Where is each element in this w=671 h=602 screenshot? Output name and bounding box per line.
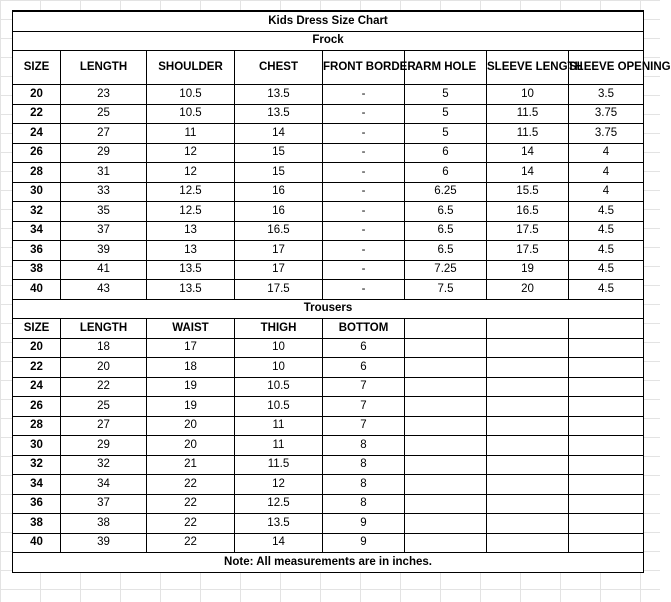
trousers-value-cell	[405, 475, 487, 495]
frock-section-row	[13, 31, 644, 51]
frock-value-cell: 10.5	[147, 85, 235, 105]
table-row	[13, 241, 644, 261]
trousers-value-cell: 11	[235, 416, 323, 436]
frock-value-cell: 7.5	[405, 280, 487, 300]
frock-value-cell: 35	[61, 202, 147, 222]
frock-size-cell: 34	[13, 221, 61, 241]
frock-column-header: SHOULDER	[147, 51, 235, 85]
frock-value-cell: 19	[487, 260, 569, 280]
frock-column-header: LENGTH	[61, 51, 147, 85]
frock-value-cell: 3.5	[569, 85, 644, 105]
trousers-size-cell: 28	[13, 416, 61, 436]
trousers-value-cell: 21	[147, 455, 235, 475]
frock-size-cell: 26	[13, 143, 61, 163]
trousers-value-cell	[405, 455, 487, 475]
trousers-value-cell	[569, 455, 644, 475]
trousers-value-cell: 6	[323, 358, 405, 378]
frock-size-cell: 40	[13, 280, 61, 300]
table-row	[13, 416, 644, 436]
trousers-value-cell: 8	[323, 436, 405, 456]
frock-value-cell: 31	[61, 163, 147, 183]
frock-value-cell: 12.5	[147, 182, 235, 202]
trousers-column-header	[405, 319, 487, 339]
frock-value-cell: 13.5	[147, 280, 235, 300]
trousers-size-cell: 34	[13, 475, 61, 495]
trousers-value-cell	[405, 338, 487, 358]
trousers-size-cell: 20	[13, 338, 61, 358]
frock-value-cell: 33	[61, 182, 147, 202]
trousers-value-cell: 34	[61, 475, 147, 495]
table-row	[13, 104, 644, 124]
frock-value-cell: 41	[61, 260, 147, 280]
table-row	[13, 338, 644, 358]
frock-value-cell: 17	[235, 241, 323, 261]
frock-value-cell: 12.5	[147, 202, 235, 222]
trousers-value-cell	[405, 494, 487, 514]
table-row	[13, 358, 644, 378]
frock-value-cell: 6.25	[405, 182, 487, 202]
frock-value-cell: 20	[487, 280, 569, 300]
trousers-value-cell	[487, 416, 569, 436]
frock-size-cell: 20	[13, 85, 61, 105]
frock-column-header: SIZE	[13, 51, 61, 85]
trousers-value-cell: 6	[323, 338, 405, 358]
table-row	[13, 124, 644, 144]
trousers-column-header: SIZE	[13, 319, 61, 339]
trousers-value-cell	[569, 533, 644, 553]
trousers-size-cell: 26	[13, 397, 61, 417]
trousers-column-header: WAIST	[147, 319, 235, 339]
frock-value-cell: 4.5	[569, 241, 644, 261]
trousers-value-cell: 12	[235, 475, 323, 495]
table-row	[13, 221, 644, 241]
frock-size-cell: 24	[13, 124, 61, 144]
trousers-value-cell: 22	[147, 494, 235, 514]
frock-value-cell: 43	[61, 280, 147, 300]
frock-value-cell: 3.75	[569, 104, 644, 124]
frock-value-cell: 14	[487, 163, 569, 183]
frock-value-cell: 14	[235, 124, 323, 144]
table-row	[13, 85, 644, 105]
frock-value-cell: 16.5	[487, 202, 569, 222]
trousers-value-cell: 29	[61, 436, 147, 456]
frock-value-cell: 13.5	[235, 85, 323, 105]
frock-value-cell: 12	[147, 143, 235, 163]
trousers-value-cell	[569, 514, 644, 534]
note-row	[13, 553, 644, 573]
frock-value-cell: 4.5	[569, 280, 644, 300]
frock-value-cell: -	[323, 260, 405, 280]
trousers-value-cell	[569, 436, 644, 456]
trousers-value-cell: 7	[323, 397, 405, 417]
frock-value-cell: 6	[405, 163, 487, 183]
frock-value-cell: -	[323, 85, 405, 105]
table-row	[13, 397, 644, 417]
frock-size-cell: 22	[13, 104, 61, 124]
trousers-value-cell: 22	[147, 514, 235, 534]
trousers-value-cell: 37	[61, 494, 147, 514]
frock-value-cell: 17.5	[487, 221, 569, 241]
frock-value-cell: 13	[147, 241, 235, 261]
frock-value-cell: 17	[235, 260, 323, 280]
trousers-value-cell	[405, 397, 487, 417]
trousers-section-row	[13, 299, 644, 319]
frock-value-cell: 27	[61, 124, 147, 144]
trousers-value-cell	[487, 455, 569, 475]
trousers-column-header	[569, 319, 644, 339]
frock-value-cell: 4.5	[569, 260, 644, 280]
frock-column-header: SLEEVE LENGTH	[487, 51, 569, 85]
table-row	[13, 182, 644, 202]
trousers-value-cell: 11.5	[235, 455, 323, 475]
trousers-size-cell: 24	[13, 377, 61, 397]
frock-value-cell: 16	[235, 182, 323, 202]
frock-value-cell: 23	[61, 85, 147, 105]
trousers-value-cell	[405, 416, 487, 436]
frock-value-cell: 14	[487, 143, 569, 163]
table-row	[13, 436, 644, 456]
frock-value-cell: 29	[61, 143, 147, 163]
frock-value-cell: 16	[235, 202, 323, 222]
frock-size-cell: 28	[13, 163, 61, 183]
trousers-value-cell	[569, 475, 644, 495]
frock-column-header: ARM HOLE	[405, 51, 487, 85]
trousers-value-cell: 10	[235, 358, 323, 378]
trousers-value-cell	[405, 436, 487, 456]
table-row	[13, 494, 644, 514]
frock-value-cell: 6.5	[405, 221, 487, 241]
table-row	[13, 475, 644, 495]
frock-value-cell: -	[323, 124, 405, 144]
trousers-value-cell	[487, 358, 569, 378]
trousers-value-cell: 22	[147, 533, 235, 553]
trousers-value-cell: 12.5	[235, 494, 323, 514]
trousers-column-header	[487, 319, 569, 339]
trousers-value-cell	[405, 514, 487, 534]
frock-value-cell: -	[323, 104, 405, 124]
frock-value-cell: 4	[569, 182, 644, 202]
frock-column-header: FRONT BORDER	[323, 51, 405, 85]
frock-value-cell: 6.5	[405, 241, 487, 261]
trousers-value-cell: 8	[323, 494, 405, 514]
frock-value-cell: 6.5	[405, 202, 487, 222]
frock-value-cell: 4.5	[569, 221, 644, 241]
frock-column-header: CHEST	[235, 51, 323, 85]
table-row	[13, 163, 644, 183]
frock-value-cell: 11	[147, 124, 235, 144]
frock-value-cell: 13.5	[235, 104, 323, 124]
trousers-value-cell: 14	[235, 533, 323, 553]
trousers-value-cell: 10.5	[235, 377, 323, 397]
trousers-value-cell	[569, 338, 644, 358]
table-row	[13, 455, 644, 475]
frock-value-cell: -	[323, 280, 405, 300]
trousers-value-cell	[487, 475, 569, 495]
trousers-value-cell	[487, 436, 569, 456]
frock-value-cell: -	[323, 143, 405, 163]
frock-value-cell: 16.5	[235, 221, 323, 241]
frock-value-cell: 4	[569, 163, 644, 183]
frock-size-cell: 32	[13, 202, 61, 222]
frock-value-cell: -	[323, 241, 405, 261]
trousers-value-cell	[569, 358, 644, 378]
frock-section-label: Frock	[13, 31, 644, 51]
table-row	[13, 202, 644, 222]
trousers-value-cell: 20	[61, 358, 147, 378]
trousers-value-cell: 9	[323, 514, 405, 534]
trousers-size-cell: 36	[13, 494, 61, 514]
trousers-value-cell: 20	[147, 436, 235, 456]
table-row	[13, 514, 644, 534]
chart-title: Kids Dress Size Chart	[13, 11, 644, 31]
measurement-note: Note: All measurements are in inches.	[13, 553, 644, 573]
trousers-value-cell: 8	[323, 455, 405, 475]
frock-value-cell: 6	[405, 143, 487, 163]
trousers-size-cell: 32	[13, 455, 61, 475]
trousers-value-cell: 13.5	[235, 514, 323, 534]
trousers-value-cell: 27	[61, 416, 147, 436]
trousers-value-cell	[487, 377, 569, 397]
trousers-value-cell: 17	[147, 338, 235, 358]
frock-header-row	[13, 51, 644, 85]
trousers-value-cell: 11	[235, 436, 323, 456]
frock-value-cell: 37	[61, 221, 147, 241]
frock-value-cell: 13.5	[147, 260, 235, 280]
table-row	[13, 280, 644, 300]
trousers-value-cell: 9	[323, 533, 405, 553]
trousers-size-cell: 38	[13, 514, 61, 534]
trousers-value-cell	[487, 338, 569, 358]
trousers-column-header: LENGTH	[61, 319, 147, 339]
trousers-value-cell	[487, 397, 569, 417]
trousers-value-cell	[405, 358, 487, 378]
chart-body	[13, 11, 671, 572]
frock-value-cell: 12	[147, 163, 235, 183]
trousers-value-cell: 19	[147, 377, 235, 397]
frock-value-cell: 13	[147, 221, 235, 241]
trousers-header-row	[13, 319, 644, 339]
table-row	[13, 143, 644, 163]
table-row	[13, 377, 644, 397]
trousers-value-cell	[569, 377, 644, 397]
trousers-value-cell: 20	[147, 416, 235, 436]
trousers-value-cell: 38	[61, 514, 147, 534]
frock-value-cell: 15	[235, 163, 323, 183]
trousers-value-cell: 18	[147, 358, 235, 378]
trousers-value-cell	[487, 514, 569, 534]
frock-value-cell: 5	[405, 124, 487, 144]
frock-value-cell: -	[323, 163, 405, 183]
trousers-value-cell: 32	[61, 455, 147, 475]
trousers-section-label: Trousers	[13, 299, 644, 319]
frock-size-cell: 30	[13, 182, 61, 202]
frock-value-cell: 17.5	[487, 241, 569, 261]
frock-value-cell: 10.5	[147, 104, 235, 124]
trousers-value-cell: 18	[61, 338, 147, 358]
frock-value-cell: 10	[487, 85, 569, 105]
frock-value-cell: -	[323, 202, 405, 222]
trousers-value-cell: 7	[323, 377, 405, 397]
table-row	[13, 260, 644, 280]
trousers-value-cell: 25	[61, 397, 147, 417]
trousers-size-cell: 22	[13, 358, 61, 378]
table-row	[13, 533, 644, 553]
frock-value-cell: 11.5	[487, 124, 569, 144]
trousers-value-cell: 10.5	[235, 397, 323, 417]
frock-value-cell: 7.25	[405, 260, 487, 280]
frock-value-cell: 39	[61, 241, 147, 261]
trousers-value-cell	[487, 533, 569, 553]
frock-size-cell: 38	[13, 260, 61, 280]
trousers-value-cell: 10	[235, 338, 323, 358]
trousers-column-header: THIGH	[235, 319, 323, 339]
trousers-value-cell: 8	[323, 475, 405, 495]
size-chart-table	[12, 10, 671, 573]
trousers-value-cell: 39	[61, 533, 147, 553]
frock-value-cell: 11.5	[487, 104, 569, 124]
trousers-value-cell	[405, 377, 487, 397]
trousers-size-cell: 30	[13, 436, 61, 456]
trousers-value-cell	[487, 494, 569, 514]
trousers-value-cell	[405, 533, 487, 553]
frock-size-cell: 36	[13, 241, 61, 261]
trousers-value-cell: 22	[61, 377, 147, 397]
trousers-value-cell	[569, 397, 644, 417]
frock-value-cell: 25	[61, 104, 147, 124]
frock-value-cell: 17.5	[235, 280, 323, 300]
trousers-value-cell: 22	[147, 475, 235, 495]
trousers-value-cell	[569, 416, 644, 436]
frock-value-cell: 5	[405, 104, 487, 124]
trousers-size-cell: 40	[13, 533, 61, 553]
frock-value-cell: 4	[569, 143, 644, 163]
frock-value-cell: 3.75	[569, 124, 644, 144]
trousers-value-cell: 19	[147, 397, 235, 417]
frock-value-cell: 4.5	[569, 202, 644, 222]
frock-column-header: SLEEVE OPENING	[569, 51, 644, 85]
trousers-value-cell	[569, 494, 644, 514]
frock-value-cell: 15.5	[487, 182, 569, 202]
frock-value-cell: 15	[235, 143, 323, 163]
trousers-value-cell: 7	[323, 416, 405, 436]
trousers-column-header: BOTTOM	[323, 319, 405, 339]
frock-value-cell: -	[323, 182, 405, 202]
frock-value-cell: 5	[405, 85, 487, 105]
frock-value-cell: -	[323, 221, 405, 241]
